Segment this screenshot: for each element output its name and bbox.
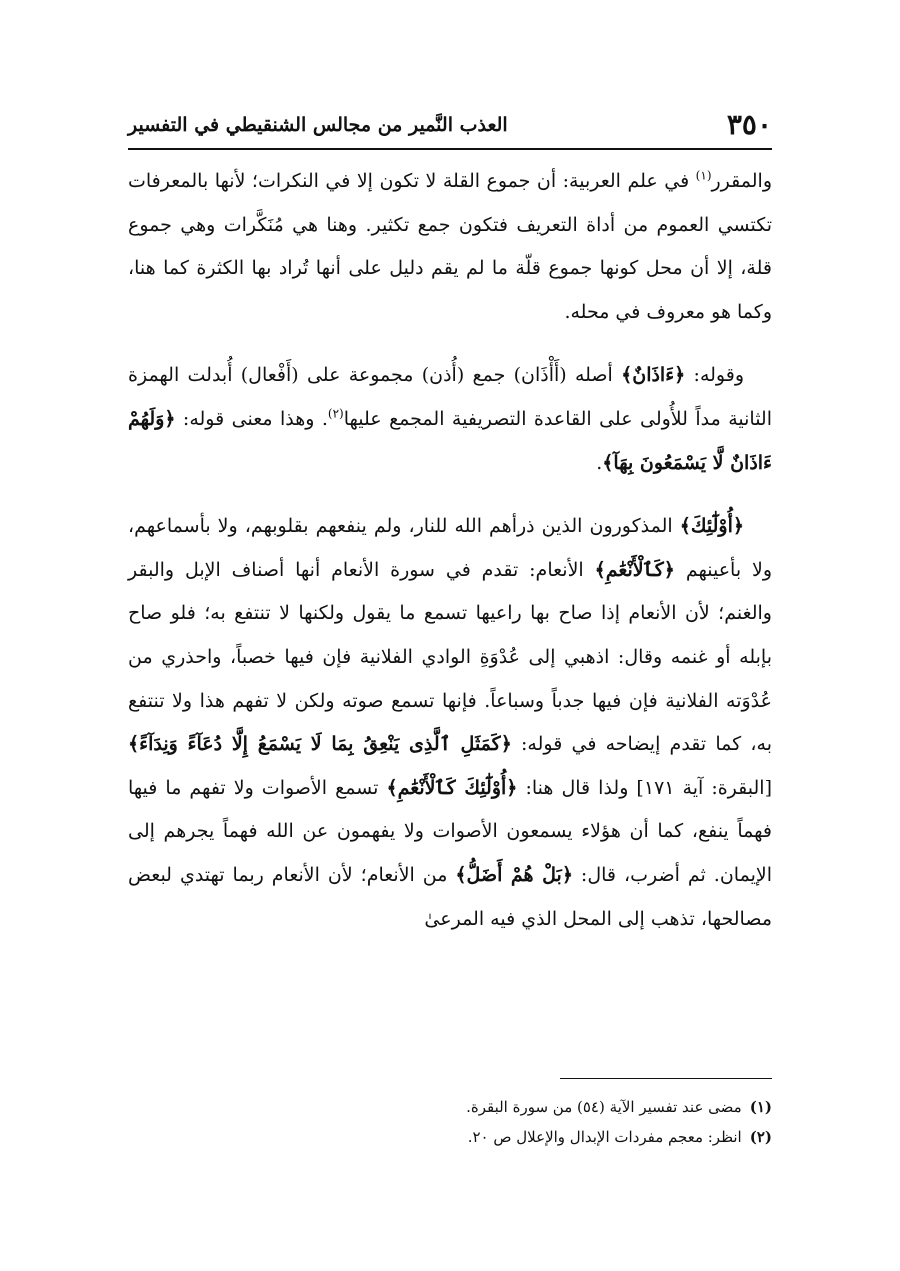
paragraph-1: [128, 160, 772, 334]
paragraph-text: .: [596, 451, 603, 474]
quran-quote: ﴿ءَاذَانٌ﴾: [621, 364, 686, 387]
footnote-mark: (٢): [749, 1128, 772, 1146]
footnote-2: [128, 1122, 772, 1152]
footnote-separator: [560, 1078, 772, 1079]
footnote-reference: (٢): [327, 406, 344, 421]
main-text: [128, 160, 772, 941]
footnote-reference: (١): [695, 168, 712, 183]
footnote-text: مضى عند تفسير الآية (٥٤) من سورة البقرة.: [466, 1098, 742, 1116]
paragraph-text: في علم العربية: أن جموع القلة لا تكون إلا في النكرات؛ لأنها بالمعرفات تكتسي العموم من أداة التعريف فتكون جمع تكثير. وهنا هي مُنَكَّرات وهي جموع قلة، إلا أن محل كونها جموع قلّة ما لم يقم دليل على أنها تُراد بها الكثرة كما هنا، وكما هو معروف في محله.: [128, 170, 772, 323]
paragraph-2: [128, 354, 772, 485]
quran-quote: ﴿كَمَثَلِ ٱلَّذِى يَنْعِقُ بِمَا لَا يَسْمَعُ إِلَّا دُعَآءً وَنِدَآءً﴾: [128, 733, 512, 756]
paragraph-3: [128, 505, 772, 941]
paragraph-text: من الأنعام؛ لأن الأنعام ربما تهتدي لبعض مصالحها، تذهب إلى المحل الذي فيه المرعىٰ: [128, 863, 772, 930]
footnote-text: انظر: معجم مفردات الإبدال والإعلال ص ٢٠.: [467, 1128, 742, 1146]
quran-quote: ﴿أُوْلَٰٓئِكَ﴾: [679, 515, 744, 538]
running-title: العذب النَّمير من مجالس الشنقيطي في التفسير: [128, 114, 508, 136]
quran-quote: ﴿وَلَهُمْ ءَاذَانٌ لَّا يَسْمَعُونَ بِهَآ﴾: [128, 407, 772, 474]
paragraph-text: أصله (أَأْذَان) جمع (أُذن) مجموعة على (أَفْعال) أُبدلت الهمزة الثانية مداً للأُولى على القاعدة التصريفية المجمع عليها: [128, 364, 772, 430]
paragraph-text: [البقرة: آية ١٧١] ولذا قال هنا:: [517, 776, 772, 799]
paragraph-text: المذكورون الذين ذرأهم الله للنار، ولم ينفعهم بقلوبهم، ولا بأسماعهم، ولا بأعينهم: [128, 515, 773, 581]
footnote-1: [128, 1092, 772, 1122]
footnote-mark: (١): [749, 1098, 772, 1116]
quran-quote: ﴿أُوْلَٰٓئِكَ كَٱلْأَنْعَٰمِ﴾: [386, 776, 518, 799]
paragraph-text: وقوله:: [685, 364, 744, 387]
paragraph-text: الأنعام: تقدم في سورة الأنعام أنها أصناف الإبل والبقر والغنم؛ لأن الأنعام إذا صاح بها راعيها تسمع ما يقول ولكنها لا تنتفع به؛ فلو صاح بإبله أو غنمه وقال: اذهبي إلى عُدْوَةِ الوادي الفلانية فإن فيها خصباً، واحذري من عُدْوَته الفلانية فإن فيها جدباً وسباعاً. فإنها تسمع صوته ولكن لا تفهم هذا ولا تنتفع به، كما تقدم إيضاحه في قوله:: [128, 558, 772, 756]
page-number: ٣٥٠: [726, 108, 772, 141]
paragraph-text: . وهذا معنى قوله:: [175, 407, 328, 430]
header-rule: [128, 148, 772, 150]
quran-quote: ﴿بَلْ هُمْ أَضَلُّ﴾: [455, 863, 573, 886]
paragraph-text: والمقرر: [711, 170, 772, 192]
paragraph-text: تسمع الأصوات ولا تفهم ما فيها فهماً ينفع، كما أن هؤلاء يسمعون الأصوات ولا يفهمون عن الله فهماً يجرهم إلى الإيمان. ثم أضرب، قال:: [128, 776, 772, 886]
footnotes: [128, 1092, 772, 1152]
quran-quote: ﴿كَٱلْأَنْعَٰمِ﴾: [594, 558, 675, 581]
page-header: [128, 108, 772, 142]
